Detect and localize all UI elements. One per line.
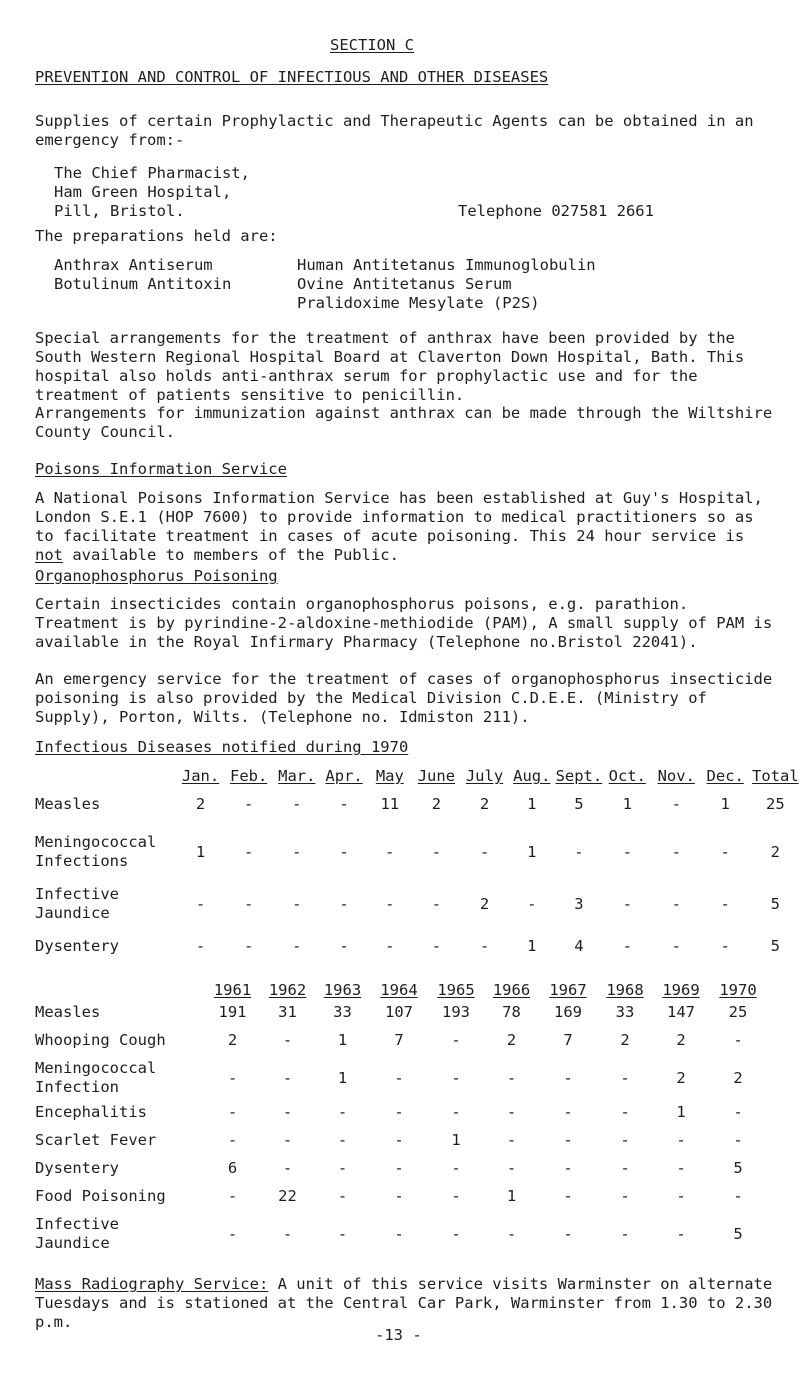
year-header: 1967 xyxy=(549,981,587,999)
row-label-line: Infection xyxy=(35,1078,119,1096)
month-header: Aug. xyxy=(513,767,551,785)
yearly-value: - xyxy=(394,1159,404,1177)
yearly-row xyxy=(35,1187,767,1215)
yearly-value: - xyxy=(620,1159,630,1177)
yearly-value: 147 xyxy=(667,1003,695,1021)
yearly-value: - xyxy=(394,1103,404,1121)
yearly-row xyxy=(35,1131,767,1159)
preparation-item: Ovine Antitetanus Serum xyxy=(297,275,512,293)
month-header: May xyxy=(375,767,404,785)
yearly-value: - xyxy=(451,1031,461,1049)
yearly-value: - xyxy=(282,1069,293,1087)
yearly-value: - xyxy=(227,1069,238,1087)
monthly-value: - xyxy=(195,937,206,955)
yearly-value: - xyxy=(563,1187,573,1205)
yearly-row xyxy=(35,1003,767,1031)
monthly-value: - xyxy=(339,795,349,813)
yearly-value: - xyxy=(620,1225,630,1243)
yearly-value: 33 xyxy=(333,1003,352,1021)
yearly-value: 2 xyxy=(676,1031,686,1049)
yearly-value: 6 xyxy=(227,1159,238,1177)
monthly-value: - xyxy=(431,937,442,955)
monthly-value: - xyxy=(622,895,632,913)
monthly-header-row xyxy=(35,767,801,795)
month-header: June xyxy=(417,767,456,785)
monthly-value: 1 xyxy=(622,795,632,813)
monthly-value: 2 xyxy=(479,795,490,813)
yearly-value: - xyxy=(394,1187,404,1205)
yearly-value: 5 xyxy=(733,1225,743,1243)
pharmacist-address xyxy=(54,164,250,221)
monthly-value: 4 xyxy=(574,937,584,955)
yearly-value: - xyxy=(506,1069,517,1087)
year-header: 1963 xyxy=(323,981,362,999)
total-header: Total xyxy=(752,767,799,785)
organophosphorus-paragraph-1: Certain insecticides contain organophosphorus poisons, e.g. parathion. Treatment is by pyrindine-2-aldoxine-methiodide (PAM), A small supply of PAM is available in the Royal Infirmary Pharmacy (Telephone no.Bristol 22041). xyxy=(35,595,773,651)
yearly-value: - xyxy=(394,1131,404,1149)
yearly-value: 1 xyxy=(451,1131,461,1149)
address-line-3: Pill, Bristol. xyxy=(54,202,185,220)
monthly-value: - xyxy=(339,937,349,955)
monthly-value: - xyxy=(385,843,395,861)
radiography-heading: Mass Radiography Service: xyxy=(35,1275,269,1293)
monthly-value: - xyxy=(292,937,302,955)
yearly-value: - xyxy=(620,1131,630,1149)
yearly-header-row xyxy=(35,981,767,1003)
row-label-line: Meningococcal xyxy=(35,833,157,851)
preparations-col-1 xyxy=(54,256,231,294)
monthly-total: 2 xyxy=(770,843,781,861)
monthly-value: 1 xyxy=(720,795,730,813)
row-label xyxy=(35,1059,205,1103)
monthly-value: - xyxy=(385,895,395,913)
monthly-value: 2 xyxy=(195,795,206,813)
yearly-value: 1 xyxy=(506,1187,517,1205)
yearly-value: - xyxy=(620,1069,630,1087)
yearly-value: 2 xyxy=(733,1069,743,1087)
monthly-value: - xyxy=(479,937,490,955)
row-label-line: Infections xyxy=(35,852,129,870)
yearly-value: - xyxy=(563,1159,573,1177)
address-line-2: Ham Green Hospital, xyxy=(54,183,232,201)
row-label xyxy=(35,1131,205,1159)
monthly-value: - xyxy=(244,843,254,861)
yearly-value: 33 xyxy=(615,1003,635,1021)
row-label-line: Encephalitis xyxy=(35,1103,147,1121)
row-label xyxy=(35,833,177,885)
organophosphorus-paragraph-2: An emergency service for the treatment of cases of organophosphorus insecticide poisoning is also provided by the Medical Division C.D.E.E. (Ministry of Supply), Porton, Wilts. (Telephone no. Idmiston 211). xyxy=(35,670,773,726)
document-title: PREVENTION AND CONTROL OF INFECTIOUS AND OTHER DISEASES xyxy=(35,68,549,86)
yearly-value: - xyxy=(506,1131,517,1149)
poisons-heading: Poisons Information Service xyxy=(35,460,287,478)
monthly-value: - xyxy=(720,843,730,861)
yearly-value: - xyxy=(733,1131,743,1149)
month-header: Dec. xyxy=(706,767,744,785)
month-header: July xyxy=(465,767,504,785)
preparation-item: Pralidoxime Mesylate (P2S) xyxy=(297,294,540,312)
monthly-value: 1 xyxy=(527,843,537,861)
preparations-label: The preparations held are: xyxy=(35,227,278,245)
monthly-value: - xyxy=(292,843,302,861)
row-label-line: Whooping Cough xyxy=(35,1031,166,1049)
month-header: Apr. xyxy=(325,767,363,785)
yearly-value: 25 xyxy=(728,1003,748,1021)
yearly-value: - xyxy=(733,1187,743,1205)
yearly-value: - xyxy=(451,1103,461,1121)
yearly-value: - xyxy=(676,1225,686,1243)
yearly-value: - xyxy=(394,1225,404,1243)
row-label xyxy=(35,795,177,833)
monthly-row xyxy=(35,795,801,833)
month-header: Oct. xyxy=(608,767,646,785)
yearly-value: 5 xyxy=(733,1159,743,1177)
monthly-value: - xyxy=(479,843,490,861)
yearly-value: 7 xyxy=(394,1031,404,1049)
monthly-value: - xyxy=(671,795,681,813)
yearly-value: - xyxy=(282,1225,293,1243)
yearly-value: - xyxy=(282,1159,293,1177)
yearly-value: - xyxy=(620,1187,630,1205)
yearly-value: - xyxy=(563,1131,573,1149)
yearly-row xyxy=(35,1103,767,1131)
yearly-value: 1 xyxy=(676,1103,686,1121)
month-header: Nov. xyxy=(657,767,695,785)
monthly-value: - xyxy=(339,895,349,913)
page-number: -13 - xyxy=(375,1326,422,1344)
row-label xyxy=(35,1215,205,1259)
monthly-value: - xyxy=(292,895,302,913)
intro-paragraph: Supplies of certain Prophylactic and Therapeutic Agents can be obtained in an emergency from:- xyxy=(35,112,754,149)
monthly-value: - xyxy=(720,937,730,955)
monthly-row xyxy=(35,833,801,885)
organophosphorus-heading: Organophosphorus Poisoning xyxy=(35,567,278,585)
monthly-value: - xyxy=(195,895,206,913)
yearly-value: 2 xyxy=(227,1031,238,1049)
monthly-value: - xyxy=(671,895,681,913)
year-header: 1962 xyxy=(268,981,307,999)
month-header: Feb. xyxy=(230,767,268,785)
month-header: Jan. xyxy=(181,767,220,785)
yearly-value: 7 xyxy=(563,1031,573,1049)
monthly-value: 1 xyxy=(527,937,537,955)
monthly-value: - xyxy=(431,895,442,913)
monthly-value: - xyxy=(671,843,681,861)
radiography-paragraph: Mass Radiography Service: A unit of this service visits Warminster on alternate Tuesdays and is stationed at the Central Car Park, Warminster from 1.30 to 2.30 p.m. xyxy=(35,1275,773,1331)
row-label-line: Jaundice xyxy=(35,1234,110,1252)
row-label xyxy=(35,1003,205,1031)
year-header: 1968 xyxy=(606,981,644,999)
row-label-line: Food Poisoning xyxy=(35,1187,166,1205)
anthrax-paragraph: Special arrangements for the treatment of anthrax have been provided by the South Western Regional Hospital Board at Claverton Down Hospital, Bath. This hospital also holds anti-anthrax serum for prophylactic use and for the treatment of patients sensitive to penicillin. xyxy=(35,329,745,404)
yearly-value: - xyxy=(227,1225,238,1243)
row-label-line: Infective xyxy=(35,885,119,903)
yearly-value: 31 xyxy=(278,1003,297,1021)
monthly-value: - xyxy=(622,843,632,861)
yearly-value: 22 xyxy=(278,1187,297,1205)
monthly-value: - xyxy=(622,937,632,955)
monthly-notifications-table xyxy=(35,767,801,973)
preparations-col-2 xyxy=(297,256,596,313)
yearly-value: - xyxy=(733,1103,743,1121)
yearly-row xyxy=(35,1215,767,1259)
row-label xyxy=(35,885,177,937)
yearly-value: 2 xyxy=(506,1031,517,1049)
yearly-value: - xyxy=(227,1103,238,1121)
year-header: 1965 xyxy=(437,981,475,999)
yearly-row xyxy=(35,1159,767,1187)
infectious-diseases-heading: Infectious Diseases notified during 1970 xyxy=(35,738,409,756)
year-header: 1964 xyxy=(380,981,418,999)
year-header: 1970 xyxy=(719,981,757,999)
year-header: 1969 xyxy=(662,981,700,999)
monthly-value: - xyxy=(574,843,584,861)
preparation-item: Anthrax Antiserum xyxy=(54,256,213,274)
yearly-value: - xyxy=(563,1225,573,1243)
monthly-value: - xyxy=(244,795,254,813)
row-label xyxy=(35,1103,205,1131)
yearly-value: - xyxy=(676,1159,686,1177)
monthly-value: - xyxy=(244,937,254,955)
immunization-paragraph: Arrangements for immunization against anthrax can be made through the Wiltshire County Council. xyxy=(35,404,773,441)
yearly-value: - xyxy=(506,1225,517,1243)
row-label-line: Dysentery xyxy=(35,937,119,955)
yearly-value: 107 xyxy=(385,1003,413,1021)
yearly-value: - xyxy=(337,1131,348,1149)
monthly-value: - xyxy=(431,843,442,861)
yearly-value: - xyxy=(506,1103,517,1121)
monthly-row xyxy=(35,885,801,937)
yearly-value: 191 xyxy=(218,1003,247,1021)
yearly-value: - xyxy=(282,1131,293,1149)
yearly-value: - xyxy=(337,1159,348,1177)
not-emphasis: not xyxy=(35,546,63,564)
telephone-number: Telephone 027581 2661 xyxy=(458,202,654,220)
yearly-value: - xyxy=(451,1187,461,1205)
year-header: 1966 xyxy=(492,981,531,999)
row-label-line: Measles xyxy=(35,795,101,813)
yearly-row xyxy=(35,1059,767,1103)
yearly-value: 78 xyxy=(502,1003,521,1021)
yearly-value: - xyxy=(337,1103,348,1121)
yearly-value: 2 xyxy=(620,1031,630,1049)
yearly-value: - xyxy=(563,1103,573,1121)
yearly-value: - xyxy=(451,1225,461,1243)
yearly-value: 169 xyxy=(554,1003,582,1021)
monthly-value: - xyxy=(671,937,681,955)
monthly-value: 1 xyxy=(527,795,537,813)
section-heading: SECTION C xyxy=(330,36,414,54)
yearly-value: 2 xyxy=(676,1069,686,1087)
row-label xyxy=(35,1159,205,1187)
monthly-value: 3 xyxy=(574,895,584,913)
yearly-value: - xyxy=(451,1159,461,1177)
row-label xyxy=(35,1187,205,1215)
yearly-value: - xyxy=(337,1225,348,1243)
monthly-value: - xyxy=(292,795,302,813)
preparation-item: Botulinum Antitoxin xyxy=(54,275,232,293)
yearly-value: - xyxy=(620,1103,630,1121)
monthly-value: - xyxy=(244,895,254,913)
monthly-value: - xyxy=(339,843,349,861)
row-label-line: Jaundice xyxy=(35,904,110,922)
yearly-notifications-table xyxy=(35,981,767,1259)
preparation-item: Human Antitetanus Immunoglobulin xyxy=(297,256,596,274)
monthly-row xyxy=(35,937,801,973)
yearly-value: - xyxy=(676,1187,686,1205)
month-header: Mar. xyxy=(278,767,316,785)
yearly-value: - xyxy=(506,1159,517,1177)
yearly-value: 1 xyxy=(337,1069,348,1087)
year-header: 1961 xyxy=(213,981,252,999)
yearly-value: - xyxy=(282,1031,293,1049)
yearly-value: - xyxy=(227,1131,238,1149)
monthly-total: 25 xyxy=(766,795,785,813)
monthly-value: 2 xyxy=(431,795,442,813)
monthly-value: 5 xyxy=(574,795,584,813)
monthly-total: 5 xyxy=(770,895,781,913)
yearly-value: - xyxy=(733,1031,743,1049)
address-line-1: The Chief Pharmacist, xyxy=(54,164,250,182)
row-label-line: Scarlet Fever xyxy=(35,1131,157,1149)
yearly-row xyxy=(35,1031,767,1059)
yearly-value: - xyxy=(676,1131,686,1149)
row-label xyxy=(35,1031,205,1059)
yearly-value: - xyxy=(394,1069,404,1087)
monthly-value: 11 xyxy=(380,795,400,813)
row-label xyxy=(35,937,177,973)
yearly-value: - xyxy=(337,1187,348,1205)
poisons-paragraph: A National Poisons Information Service has been established at Guy's Hospital, London S.E.1 (HOP 7600) to provide information to medical practitioners so as to facilitate treatment in cases of acute poisoning. This 24 hour service is not available to members of the Public. xyxy=(35,489,763,564)
month-header: Sept. xyxy=(555,767,603,785)
monthly-total: 5 xyxy=(770,937,781,955)
row-label-line: Meningococcal xyxy=(35,1059,157,1077)
row-label-line: Infective xyxy=(35,1215,119,1233)
monthly-value: 1 xyxy=(195,843,206,861)
yearly-value: - xyxy=(227,1187,238,1205)
yearly-value: 193 xyxy=(442,1003,470,1021)
yearly-value: 1 xyxy=(337,1031,348,1049)
row-label-line: Measles xyxy=(35,1003,101,1021)
yearly-value: - xyxy=(451,1069,461,1087)
monthly-value: - xyxy=(720,895,730,913)
monthly-value: - xyxy=(527,895,537,913)
monthly-value: 2 xyxy=(479,895,490,913)
monthly-value: - xyxy=(385,937,395,955)
yearly-value: - xyxy=(282,1103,293,1121)
row-label-line: Dysentery xyxy=(35,1159,119,1177)
yearly-value: - xyxy=(563,1069,573,1087)
